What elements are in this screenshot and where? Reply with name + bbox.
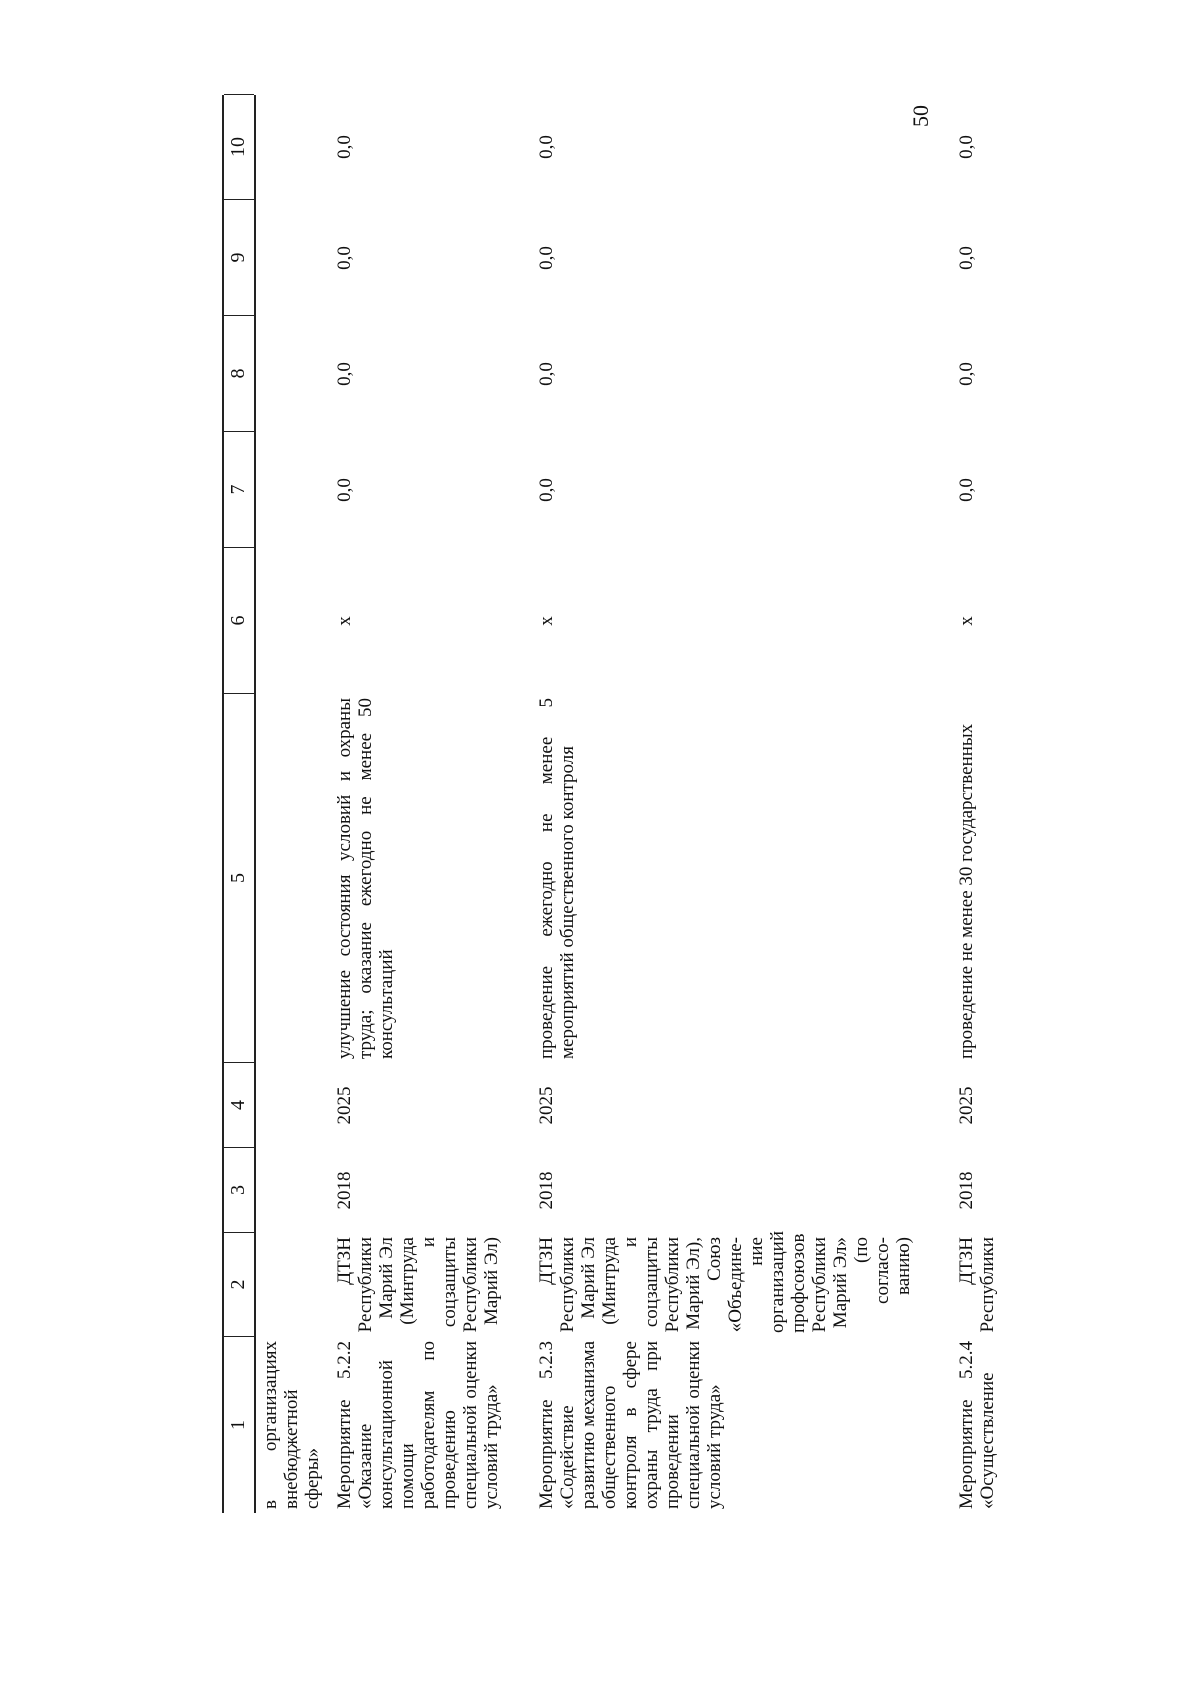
page-number: 50 — [908, 105, 933, 127]
table-row — [532, 95, 952, 1513]
result-cell: проведение не менее 30 государственных — [956, 723, 977, 1059]
column-header: 8 — [224, 316, 254, 432]
indicator-cell: x — [536, 616, 557, 626]
column-header: 7 — [224, 432, 254, 548]
value-cell: 0,0 — [956, 478, 977, 502]
end-year-cell: 2025 — [334, 1086, 355, 1125]
value-cell — [256, 432, 330, 548]
result-cell: проведение ежегодно не менее 5 мероприятий общественного контроля — [536, 698, 578, 1059]
table-header-row — [222, 95, 256, 1513]
table-row — [952, 95, 1022, 1513]
value-cell — [256, 200, 330, 316]
column-header: 4 — [224, 1063, 254, 1148]
start-year-cell: 2018 — [956, 1171, 977, 1210]
value-cell: 0,0 — [334, 135, 355, 159]
value-cell: 0,0 — [956, 362, 977, 386]
value-cell: 0,0 — [536, 135, 557, 159]
indicator-cell: x — [334, 616, 355, 626]
column-header: 6 — [224, 548, 254, 694]
program-table — [222, 95, 1022, 1513]
column-header: 10 — [224, 94, 254, 200]
end-year-cell: 2025 — [956, 1086, 977, 1125]
value-cell: 0,0 — [536, 478, 557, 502]
column-header: 1 — [227, 1420, 249, 1430]
executor-cell — [256, 1233, 330, 1337]
result-cell — [256, 694, 330, 1063]
executor-cell: ДТЗН Республики — [956, 1237, 998, 1333]
end-year-cell: 2025 — [536, 1086, 557, 1125]
measure-name-cell: Мероприятие 5.2.3 «Содействие развитию механизма общественного контроля в сфере охраны труда при проведении специальной оценки условий труда» — [536, 1341, 725, 1509]
value-cell — [256, 94, 330, 200]
value-cell: 0,0 — [334, 478, 355, 502]
measure-name-cell: в организациях внебюджетной сферы» — [260, 1341, 323, 1509]
table-row — [330, 95, 532, 1513]
indicator-cell — [256, 548, 330, 694]
value-cell: 0,0 — [536, 362, 557, 386]
start-year-cell — [256, 1148, 330, 1233]
column-header: 3 — [224, 1148, 254, 1233]
column-header: 9 — [224, 200, 254, 316]
column-header: 2 — [224, 1233, 254, 1337]
executor-cell: ДТЗН Республики Марий Эл (Минтруда и соцзащиты Республики Марий Эл), Союз «Объедине-ние организаций профсоюзов Республики Марий Эл» (по согласо-ванию) — [536, 1230, 914, 1333]
value-cell: 0,0 — [956, 246, 977, 270]
start-year-cell: 2018 — [334, 1171, 355, 1210]
table-row — [256, 95, 330, 1513]
end-year-cell — [256, 1063, 330, 1148]
start-year-cell: 2018 — [536, 1171, 557, 1210]
value-cell: 0,0 — [334, 362, 355, 386]
indicator-cell: x — [956, 616, 977, 626]
executor-cell: ДТЗН Республики Марий Эл (Минтруда и соцзащиты Республики Марий Эл) — [334, 1237, 502, 1333]
value-cell: 0,0 — [334, 246, 355, 270]
measure-name-cell: Мероприятие 5.2.4 «Осуществление — [956, 1341, 998, 1509]
value-cell: 0,0 — [956, 135, 977, 159]
result-cell: улучшение состояния условий и охраны труда; оказание ежегодно не менее 50 консультаций — [334, 698, 397, 1059]
value-cell — [256, 316, 330, 432]
value-cell: 0,0 — [536, 246, 557, 270]
measure-name-cell: Мероприятие 5.2.2 «Оказание консультационной помощи работодателям по проведению специальной оценки условий труда» — [334, 1341, 502, 1509]
column-header: 5 — [224, 694, 254, 1063]
